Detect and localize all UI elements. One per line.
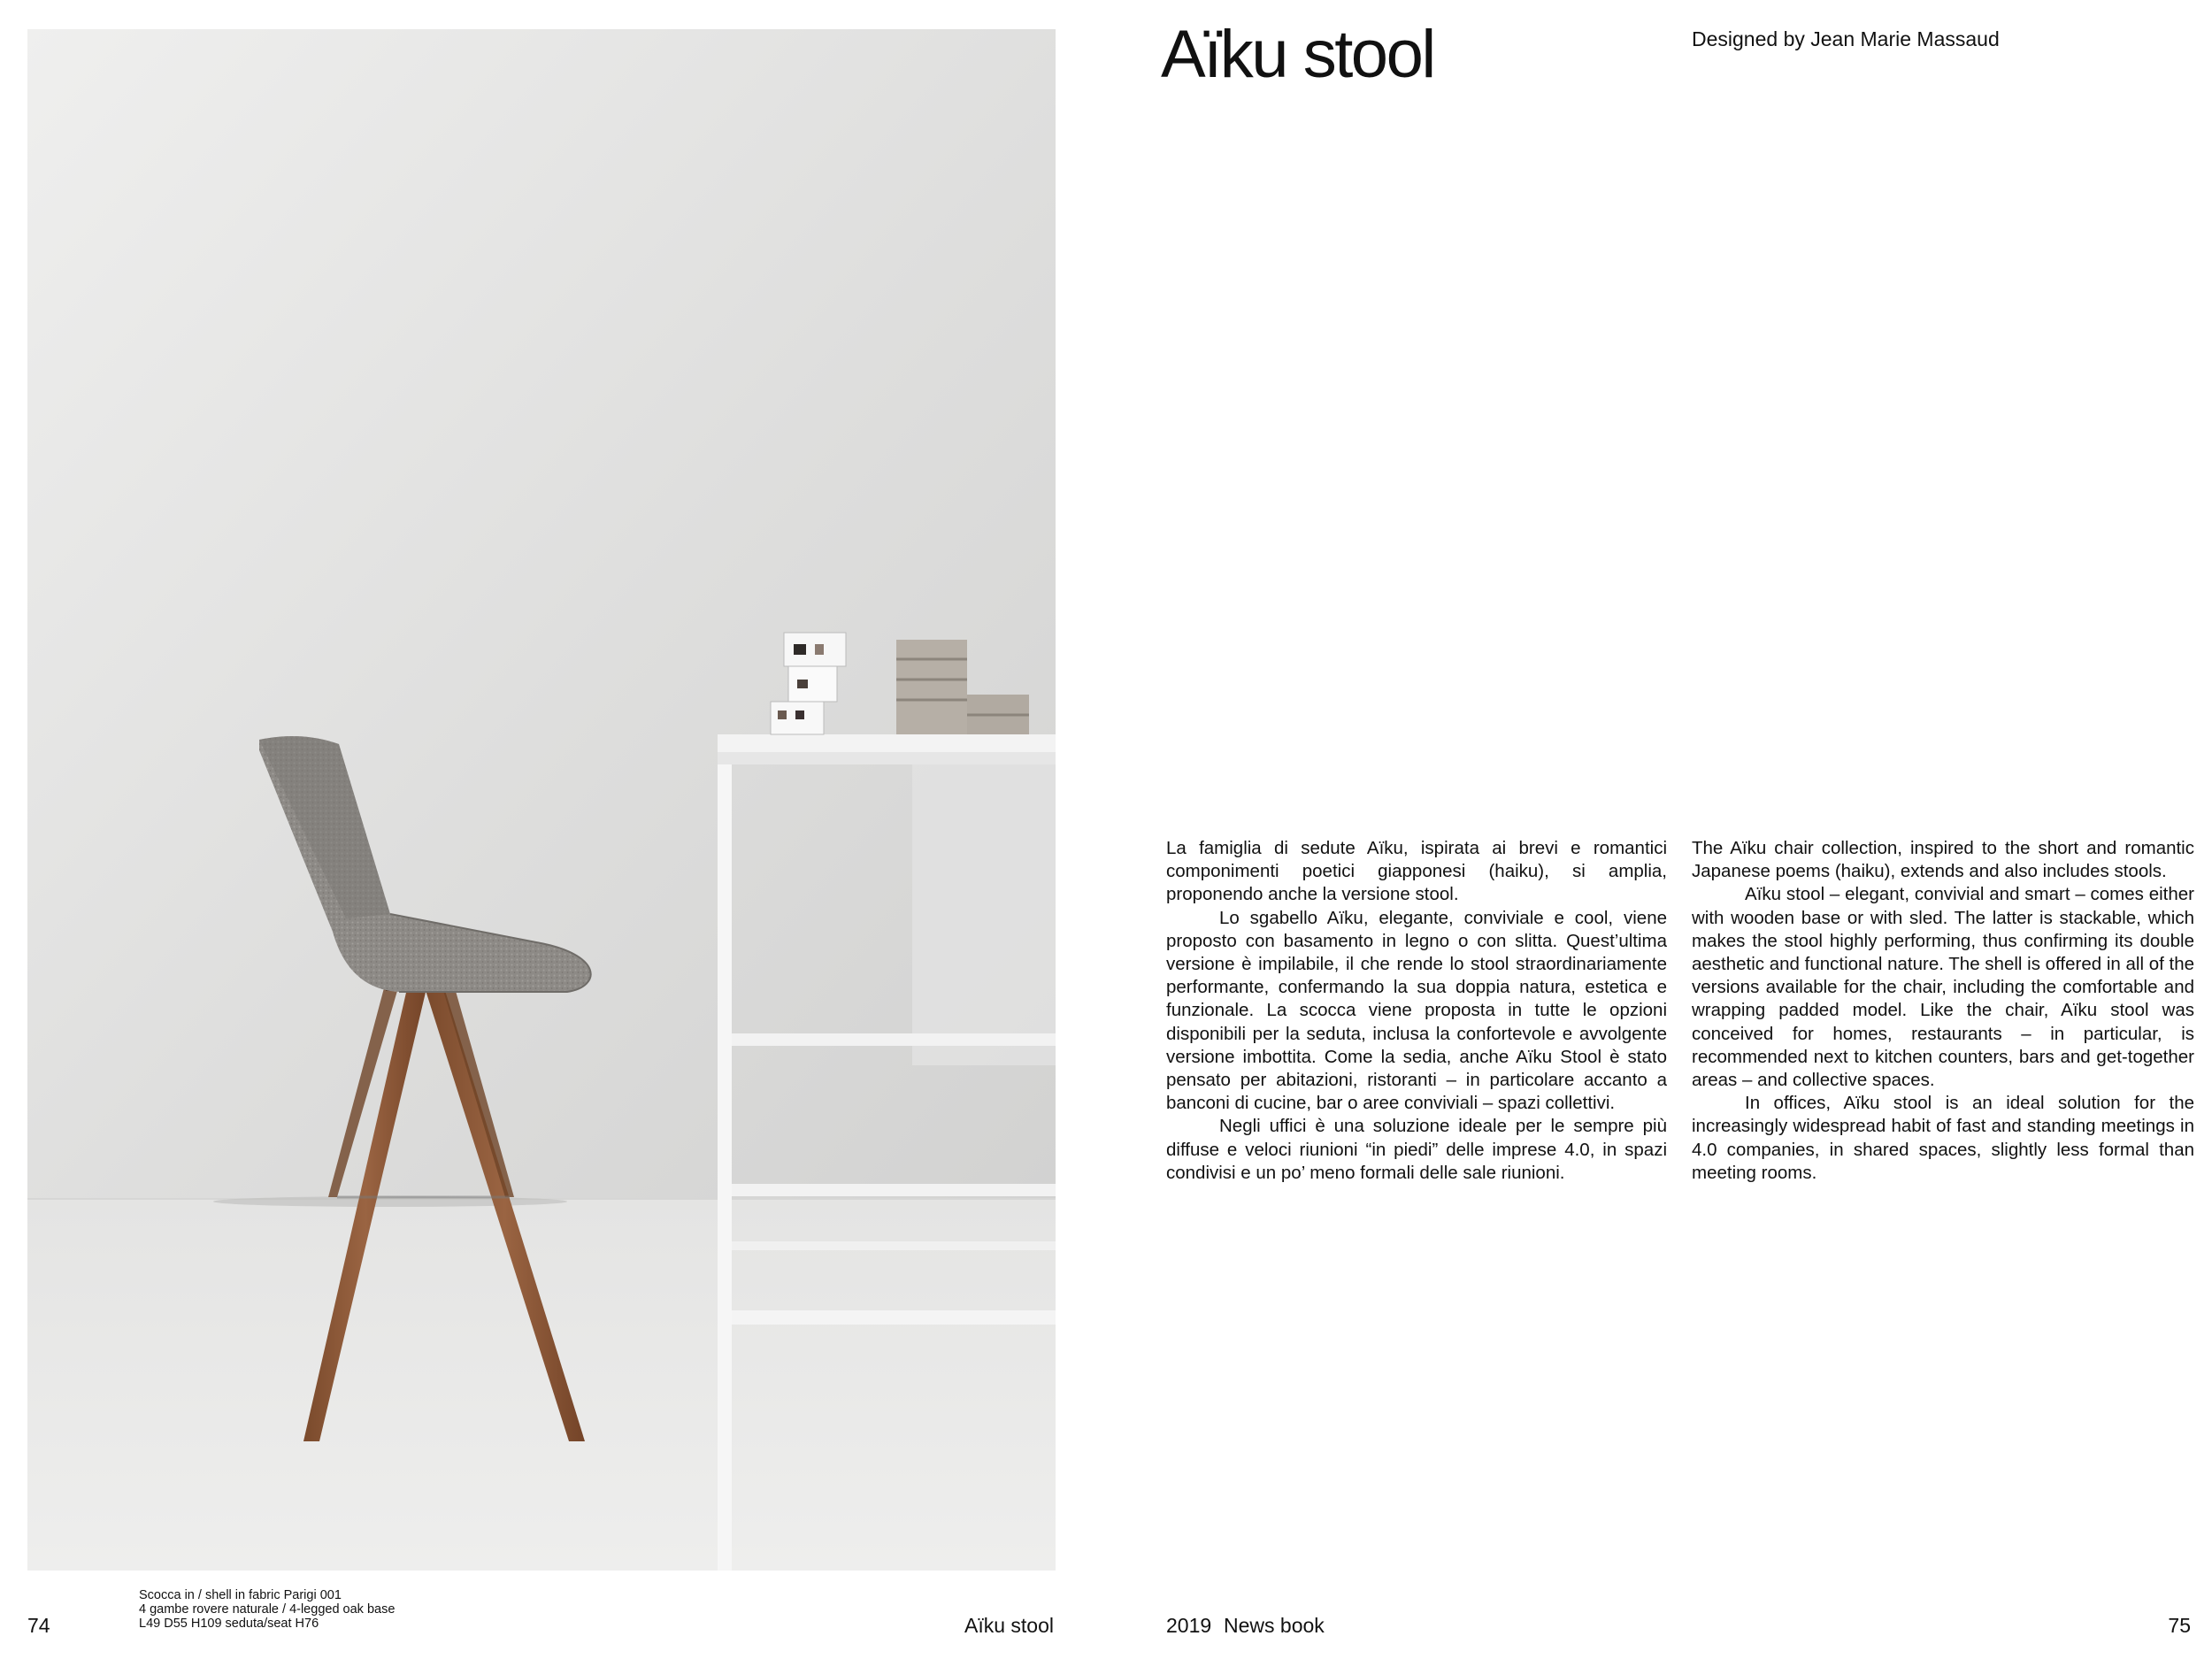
paragraph: La famiglia di sedute Aïku, ispirata ai brevi e romantici componimenti poetici giapponesi (haiku), si amplia, proponendo anche la versione stool. bbox=[1166, 838, 1667, 905]
footer-year: 2019 bbox=[1166, 1614, 1212, 1637]
paragraph: In offices, Aïku stool is an ideal solution for the increasingly widespread habit of fast and standing meetings in 4.0 companies, in shared spaces, slightly less formal than meeting rooms. bbox=[1692, 1093, 2194, 1183]
caption-line: Scocca in / shell in fabric Parigi 001 bbox=[139, 1588, 342, 1602]
footer-book-title: News book bbox=[1224, 1614, 1325, 1637]
paragraph: Aïku stool – elegant, convivial and smart – comes either with wooden base or with sled. The latter is stackable, which makes the stool highly performing, thus confirming its double aesthetic and functional nature. The shell is offered in all of the versions available for the chair, including the comfortable and wrapping padded model. Like the chair, Aïku stool was conceived for homes, restaurants – in particular, is recommended next to kitchen counters, bars and get-together areas – and collective spaces. bbox=[1692, 884, 2194, 1091]
paragraph: Lo sgabello Aïku, elegante, conviviale e cool, viene proposto con basamento in legno o con slitta. Quest’ultima versione è impilabile, il che rende lo stool straordinariamente performante, confermando la sua doppia natura, estetica e funzionale. La scocca viene proposta in tutte le opzioni disponibili per la seduta, inclusa la confortevole e avvolgente versione imbottita. Come la sedia, anche Aïku Stool è stato pensato per abitazioni, ristoranti – in particolare accanto a banconi di cucine, bar o aree conviviali – spazi collettivi. bbox=[1166, 907, 1667, 1114]
stool-illustration bbox=[27, 29, 1056, 1571]
page-title: Aïku stool bbox=[1161, 17, 1434, 92]
paragraph: Negli uffici è una soluzione ideale per le sempre più diffuse e veloci riunioni “in piedi” delle imprese 4.0, in spazi condivisi e un po’ meno formali delle sale riunioni. bbox=[1166, 1116, 1667, 1183]
backdrop-wall bbox=[27, 29, 1056, 1199]
paragraph: The Aïku chair collection, inspired to the short and romantic Japanese poems (haiku), extends and also includes stools. bbox=[1692, 838, 2194, 882]
caption-line: L49 D55 H109 seduta/seat H76 bbox=[139, 1617, 319, 1631]
caption-line: 4 gambe rovere naturale / 4-legged oak base bbox=[139, 1602, 396, 1617]
designer-credit: Designed by Jean Marie Massaud bbox=[1692, 27, 2000, 50]
page-number-right: 75 bbox=[2168, 1614, 2191, 1637]
body-column-english bbox=[1692, 837, 2194, 1185]
floor bbox=[27, 1199, 1056, 1571]
page-number-left: 74 bbox=[27, 1614, 50, 1637]
photo-caption bbox=[139, 1588, 581, 1631]
running-title-left: Aïku stool bbox=[964, 1614, 1054, 1637]
body-column-italian bbox=[1166, 837, 1667, 1185]
product-photo bbox=[27, 29, 1056, 1571]
